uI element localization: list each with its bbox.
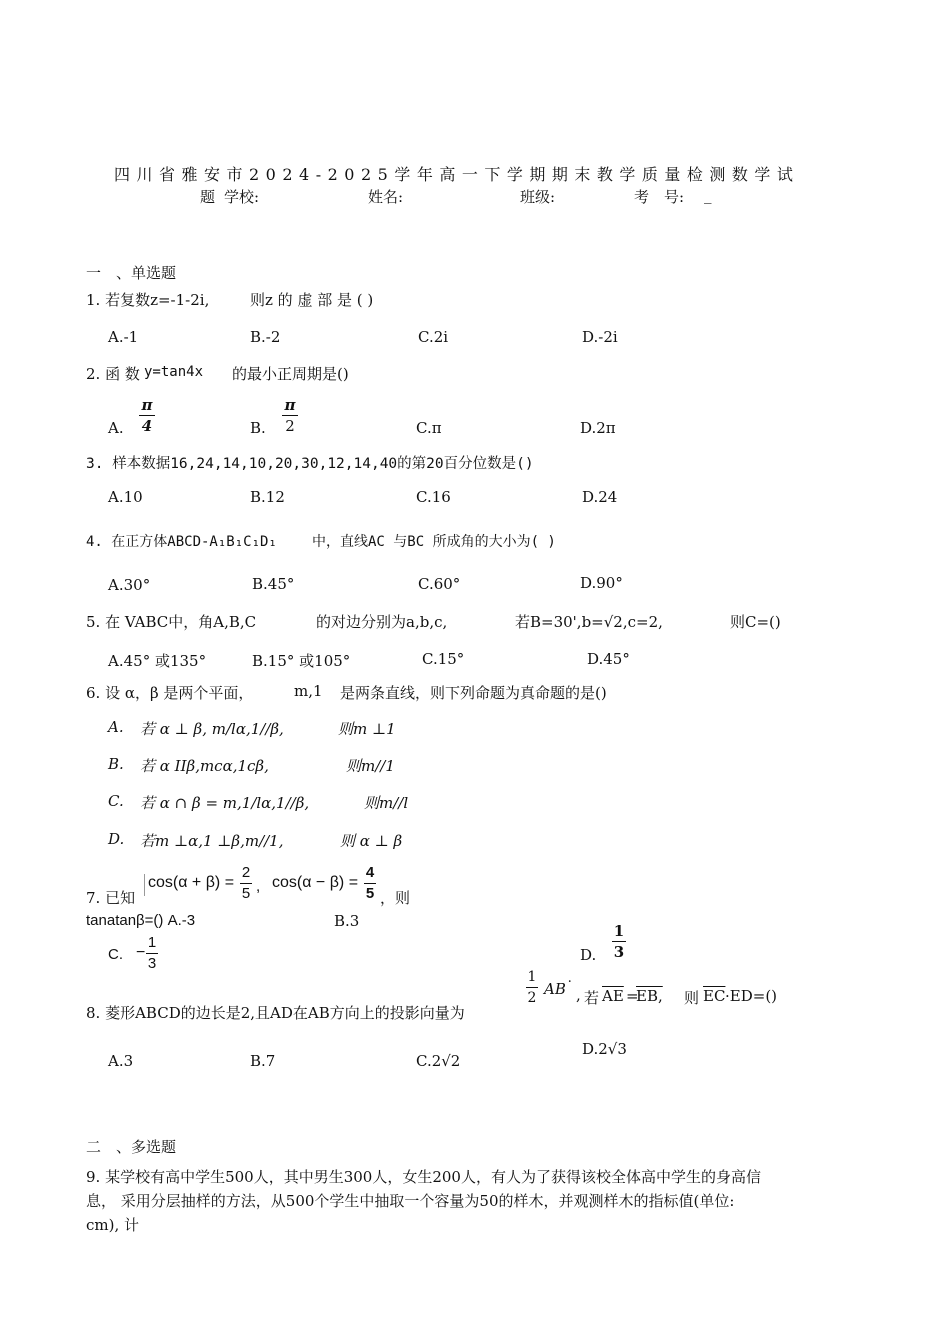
q3-option-d: D.24 bbox=[582, 488, 618, 506]
q8-vector-ab: AB bbox=[544, 980, 566, 998]
q6-option-a-condition: 若 α ⊥ β, m/lα,1//β, bbox=[140, 720, 284, 738]
exam-number-blank: _ bbox=[704, 186, 712, 204]
q2-function: y=tan4x bbox=[144, 364, 204, 380]
q3-option-a: A.10 bbox=[108, 488, 143, 506]
q7-option-d-label: D. bbox=[580, 946, 597, 964]
q7-option-c-fraction bbox=[146, 934, 158, 973]
q5-stem-condition: 若B=30',b=√2,c=2, bbox=[515, 613, 663, 631]
formula-box-edge bbox=[144, 874, 145, 896]
section-title-multiple-choice: 二 、多选题 bbox=[86, 1138, 177, 1156]
fraction-denominator: 2 bbox=[285, 417, 295, 435]
exam-number-label: 考 号: bbox=[634, 188, 685, 206]
comma-separator: , bbox=[256, 878, 261, 895]
q2-option-c: C.π bbox=[416, 419, 442, 437]
fraction-numerator: 2 bbox=[241, 864, 251, 881]
q6-option-c-label: C. bbox=[108, 792, 124, 810]
q2-option-a: A. bbox=[108, 419, 124, 437]
q7-option-d-fraction bbox=[612, 922, 626, 961]
q8-projection-fraction bbox=[526, 968, 538, 1007]
name-label: 姓名: bbox=[368, 188, 404, 206]
q8-condition-if: 若 bbox=[584, 989, 600, 1007]
q7-line2-option-a: tanatanβ=() A.-3 bbox=[86, 912, 196, 929]
q2-option-b: B. bbox=[250, 419, 266, 437]
fraction-bar bbox=[240, 883, 252, 884]
q7-cos-sum: cos(α + β) = bbox=[148, 874, 235, 891]
q8-condition-prefix: , bbox=[576, 986, 581, 1004]
q7-option-c-minus: − bbox=[136, 944, 146, 961]
fraction-numerator: 4 bbox=[365, 864, 375, 881]
q9-line-2: 息， 采用分层抽样的方法，从500个学生中抽取一个容量为50的样木，并观测样木的指标值(单位: bbox=[86, 1192, 735, 1210]
q2-stem-question: 的最小正周期是() bbox=[232, 365, 349, 383]
q2-option-a-fraction bbox=[139, 396, 155, 435]
q3-stem: 3. 样本数据16,24,14,10,20,30,12,14,40的第20百分位数是() bbox=[86, 456, 534, 472]
q6-stem-question: 是两条直线，则下列命题为真命题的是() bbox=[340, 684, 607, 702]
fraction-numerator: 1 bbox=[527, 969, 537, 985]
fraction-bar bbox=[612, 941, 626, 942]
q3-option-b: B.12 bbox=[250, 488, 285, 506]
q1-option-b: B.-2 bbox=[250, 328, 281, 346]
q9-line-1: 9. 某学校有高中学生500人，其中男生300人，女生200人，有人为了获得该校全体高中学生的身高信 bbox=[86, 1168, 761, 1186]
fraction-denominator: 3 bbox=[613, 943, 625, 961]
q6-stem-lines: m,1 bbox=[294, 682, 323, 700]
q8-equals: = bbox=[626, 987, 639, 1005]
q6-option-d-label: D. bbox=[108, 830, 125, 848]
q5-option-b: B.15° 或105° bbox=[252, 652, 351, 670]
fraction-bar bbox=[526, 987, 538, 988]
fraction-bar bbox=[146, 953, 158, 954]
q7-option-b: B.3 bbox=[334, 912, 360, 930]
fraction-denominator: 3 bbox=[147, 955, 157, 972]
q7-cos-sum-value bbox=[240, 864, 252, 903]
q9-line-3: cm), 计 bbox=[86, 1216, 140, 1234]
q6-option-c-condition: 若 α ∩ β = m,1/lα,1//β, bbox=[140, 794, 310, 812]
q4-stem: 4. 在正方体ABCD-A₁B₁C₁D₁ bbox=[86, 534, 277, 550]
q8-option-a: A.3 bbox=[108, 1052, 134, 1070]
q5-stem-question: 则C=() bbox=[730, 613, 781, 631]
section-title-single-choice: 一 、单选题 bbox=[86, 264, 177, 282]
q4-option-a: A.30° bbox=[108, 576, 151, 594]
school-label: 学校: bbox=[224, 188, 260, 206]
q4-option-b: B.45° bbox=[252, 575, 295, 593]
paper-title: 四川省雅安市2024-2025学年高一下学期期末教学质量检测数学试 bbox=[114, 165, 800, 184]
q1-stem: 1. 若复数z=-1-2i, bbox=[86, 291, 210, 309]
fraction-numerator: π bbox=[284, 396, 296, 414]
q6-stem: 6. 设 α，β 是两个平面， bbox=[86, 684, 254, 702]
title-continuation: 题 bbox=[200, 188, 216, 206]
q5-stem: 5. 在 VABC中，角A,B,C bbox=[86, 613, 257, 631]
q2-option-b-fraction bbox=[282, 396, 298, 435]
q8-conclusion-then: 则 bbox=[684, 989, 700, 1007]
fraction-bar bbox=[139, 415, 155, 416]
fraction-numerator: 1 bbox=[147, 934, 157, 951]
q4-option-c: C.60° bbox=[418, 575, 461, 593]
fraction-numerator: π bbox=[141, 396, 153, 414]
q4-stem-question: 中，直线AC 与BC 所成角的大小为( ) bbox=[312, 534, 556, 550]
fraction-bar bbox=[364, 883, 376, 884]
q6-option-c-conclusion: 则m//l bbox=[364, 794, 409, 812]
class-label: 班级: bbox=[520, 188, 556, 206]
fraction-denominator: 5 bbox=[241, 885, 251, 902]
q8-vector-eb: EB, bbox=[636, 987, 663, 1005]
q8-stem: 8. 菱形ABCD的边长是2,且AD在AB方向上的投影向量为 bbox=[86, 1004, 465, 1022]
q5-option-a: A.45° 或135° bbox=[108, 652, 207, 670]
q1-option-c: C.2i bbox=[418, 328, 449, 346]
q1-option-a: A.-1 bbox=[108, 328, 139, 346]
q6-option-b-conclusion: 则m//1 bbox=[346, 757, 395, 775]
q6-option-d-conclusion: 则 α ⊥ β bbox=[340, 832, 403, 850]
q5-option-c: C.15° bbox=[422, 650, 465, 668]
q8-option-c: C.2√2 bbox=[416, 1052, 461, 1070]
q5-stem-sides: 的对边分别为a,b,c, bbox=[316, 613, 448, 631]
q2-option-d: D.2π bbox=[580, 419, 616, 437]
q6-option-b-condition: 若 α IIβ,mcα,1cβ, bbox=[140, 757, 269, 775]
fraction-bar bbox=[282, 415, 298, 416]
fraction-denominator: 2 bbox=[527, 990, 537, 1006]
q4-option-d: D.90° bbox=[580, 574, 623, 592]
q6-option-a-label: A. bbox=[108, 718, 124, 736]
q6-option-a-conclusion: 则m ⊥1 bbox=[338, 720, 396, 738]
q7-option-c-label: C. bbox=[108, 946, 123, 963]
q8-vector-ec: $\overline{EC}$ bbox=[703, 987, 726, 1005]
q7-stem-question: ，则 bbox=[380, 889, 411, 907]
q8-option-b: B.7 bbox=[250, 1052, 276, 1070]
q8-vector-ae: $\overline{AE}$ bbox=[602, 987, 624, 1005]
fraction-denominator: 5 bbox=[365, 885, 375, 902]
q6-option-b-label: B. bbox=[108, 755, 124, 773]
q7-cos-diff-value bbox=[364, 864, 376, 903]
vector-arrow-dot: ˙ bbox=[566, 978, 574, 996]
q2-stem: 2. 函 数 bbox=[86, 365, 140, 383]
q8-option-d: D.2√3 bbox=[582, 1040, 627, 1058]
q7-cos-diff: cos(α − β) = bbox=[272, 874, 359, 891]
q1-stem-question: 则z 的 虚 部 是 ( ) bbox=[250, 291, 374, 309]
fraction-numerator: 1 bbox=[613, 922, 625, 940]
fraction-denominator: 4 bbox=[141, 417, 153, 435]
q5-option-d: D.45° bbox=[587, 650, 630, 668]
q1-option-d: D.-2i bbox=[582, 328, 618, 346]
q7-stem: 7. 已知 bbox=[86, 889, 136, 907]
q3-option-c: C.16 bbox=[416, 488, 451, 506]
q6-option-d-condition: 若m ⊥α,1 ⊥β,m//1, bbox=[140, 832, 284, 850]
q8-dot-ed: ·ED=() bbox=[725, 987, 778, 1005]
